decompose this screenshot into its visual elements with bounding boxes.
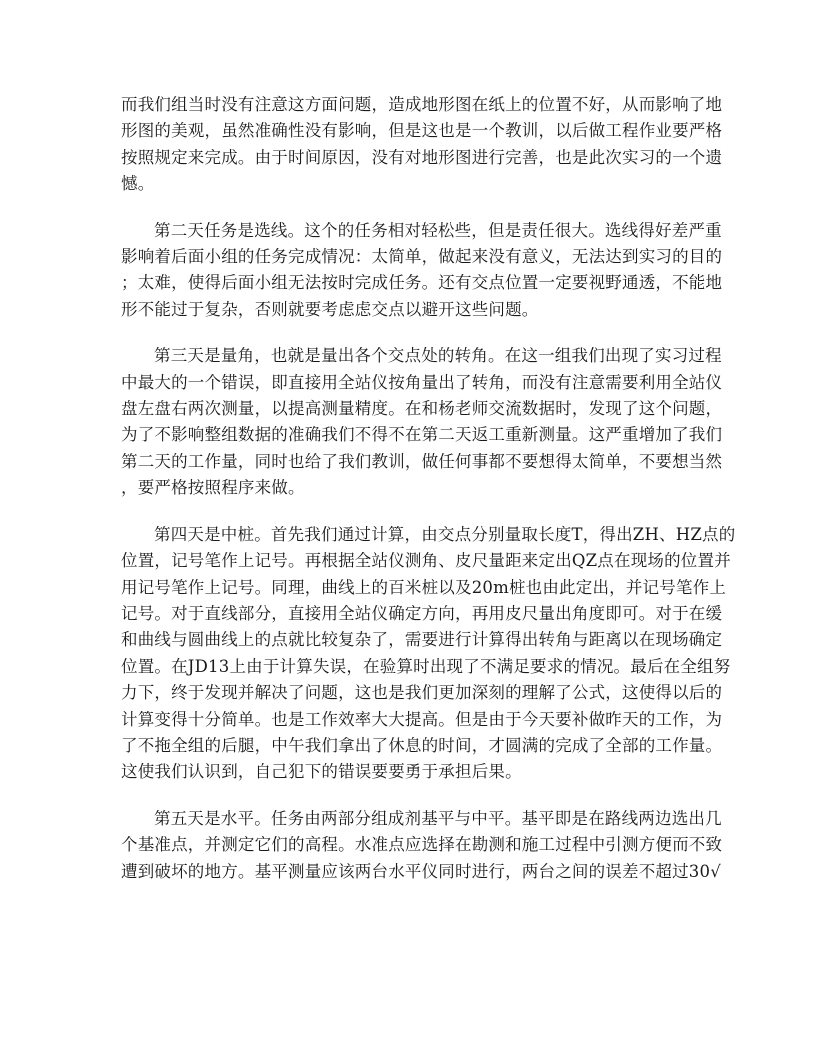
paragraph-1 — [121, 92, 723, 198]
paragraph-4 — [121, 522, 736, 786]
text-line: 形不能过于复杂，否则就要考虑虑交点以避开这些问题。 — [121, 299, 539, 319]
text-line: 位置。在JD13上由于计算失误，在验算时出现了不满足要求的情况。最后在全组努 — [121, 656, 731, 676]
paragraph-2 — [121, 218, 723, 324]
text-line: 为了不影响整组数据的准确我们不得不在第二天返工重新测量。这严重增加了我们 — [121, 425, 723, 445]
text-line: 记号。对于直线部分，直接用全站仪确定方向，再用皮尺量出角度即可。对于在缓 — [121, 603, 723, 623]
text-line: 个基准点，并测定它们的高程。水准点应选择在勘测和施工过程中引测方便而不致 — [121, 835, 723, 855]
paragraph-3 — [121, 343, 723, 501]
text-line: 中最大的一个错误，即直接用全站仪按角量出了转角，而没有注意需要利用全站仪 — [121, 372, 723, 392]
text-line: 这使我们认识到，自己犯下的错误要要勇于承担后果。 — [121, 762, 522, 782]
text-line: 第五天是水平。任务由两部分组成剂基平与中平。基平即是在路线两边选出几 — [154, 808, 722, 828]
text-line: 憾。 — [121, 174, 155, 194]
text-line: 盘左盘右两次测量，以提高测量精度。在和杨老师交流数据时，发现了这个问题， — [121, 399, 723, 419]
text-line: 按照规定来完成。由于时间原因，没有对地形图进行完善，也是此次实习的一个遗 — [121, 147, 723, 167]
text-line: ；太难，使得后面小组无法按时完成任务。还有交点位置一定要视野通透，不能地 — [121, 273, 723, 293]
text-line: 第二天的工作量，同时也给了我们教训，做任何事都不要想得太简单，不要想当然 — [121, 451, 723, 471]
text-line: 第二天任务是选线。这个的任务相对轻松些，但是责任很大。选线得好差严重 — [154, 220, 722, 240]
text-line: 而我们组当时没有注意这方面问题，造成地形图在纸上的位置不好，从而影响了地 — [121, 95, 723, 114]
document-body — [121, 92, 736, 905]
text-line: 和曲线与圆曲线上的点就比较复杂了，需要进行计算得出转角与距离以在现场确定 — [121, 630, 723, 650]
text-line: 位置，记号笔作上记号。再根据全站仪测角、皮尺量距来定出QZ点在现场的位置并 — [121, 551, 731, 571]
text-line: 第四天是中桩。首先我们通过计算，由交点分别量取长度T，得出ZH、HZ点的 — [154, 524, 736, 544]
text-line: 了不拖全组的后腿，中午我们拿出了休息的时间，才圆满的完成了全部的工作量。 — [121, 735, 723, 755]
text-line: 第三天是量角，也就是量出各个交点处的转角。在这一组我们出现了实习过程 — [154, 346, 722, 366]
paragraph-5 — [121, 806, 723, 885]
text-line: ，要严格按照程序来做。 — [121, 478, 305, 498]
text-line: 用记号笔作上记号。同理，曲线上的百米桩以及20m桩也由此定出，并记号笔作上 — [121, 577, 727, 597]
text-line: 形图的美观，虽然准确性没有影响，但是这也是一个教训，以后做工程作业要严格 — [121, 121, 723, 141]
text-line: 力下，终于发现并解决了问题，这也是我们更加深刻的理解了公式，这使得以后的 — [121, 683, 723, 703]
text-line: 计算变得十分简单。也是工作效率大大提高。但是由于今天要补做昨天的工作，为 — [121, 709, 723, 729]
text-line: 影响着后面小组的任务完成情况：太简单，做起来没有意义，无法达到实习的目的 — [121, 247, 723, 267]
text-line: 遭到破坏的地方。基平测量应该两台水平仪同时进行，两台之间的误差不超过30√ — [121, 861, 721, 881]
